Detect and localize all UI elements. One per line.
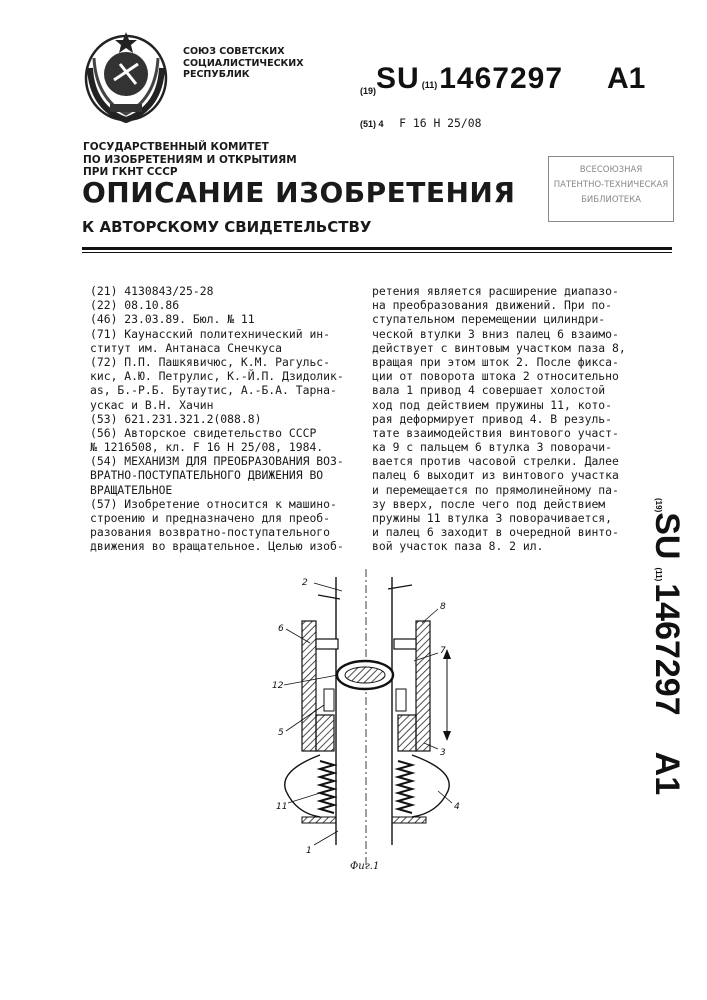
ipc-classification [360,112,481,131]
header-rule-thin [82,252,672,253]
side-patent-number: 1467297 [648,583,686,716]
mechanism-figure [262,565,482,875]
lock-element-12 [337,661,393,689]
side-pub-prefix: (19) [654,498,663,513]
biblio-line: ВРАТНО-ПОСТУПАТЕЛЬНОГО ДВИЖЕНИЯ ВО [90,468,324,483]
base-plate [302,817,426,823]
biblio-line: (72) П.П. Пашкявичюс, К.М. Рагульс- [90,354,331,369]
label-11: 11 [276,802,288,812]
biblio-line: as, Б.-Р.Б. Бутаутис, А.-Б.А. Тарна- [90,383,337,398]
label-8: 8 [440,602,446,612]
biblio-line: (54) МЕХАНИЗМ ДЛЯ ПРЕОБРАЗОВАНИЯ ВОЗ- [90,454,344,469]
label-3: 3 [440,748,446,758]
abstract-line: рая деформирует привод 4. В резуль- [372,411,613,426]
label-5: 5 [278,728,284,738]
biblio-line: ускас и В.Н. Хачин [90,397,214,412]
abstract-line: на преобразования движений. При по- [372,298,613,313]
label-2: 2 [302,578,308,588]
abstract-line: вращая при этом шток 2. После фикса- [372,354,619,369]
abstract-line: и палец 6 заходит в очередной винто- [372,525,619,540]
abstract-line: пружины 11 втулка 3 поворачивается, [372,511,613,525]
abstract-line: ческой втулки 3 вниз палец 6 взаимо- [372,326,619,341]
biblio-line: (71) Каунасский политехнический ин- [90,326,331,341]
abstract-continuation [372,284,640,554]
country-line: СОЮЗ СОВЕТСКИХ [183,46,285,57]
side-num-prefix: (11) [654,567,663,582]
abstract-line: действует с винтовым участком паза 8, [372,340,626,355]
abstract-line: зу вверх, после чего под действием [372,496,606,511]
biblio-line: (46) 23.03.89. Бюл. № 11 [90,312,255,327]
committee-line: ПРИ ГКНТ СССР [83,166,178,178]
abstract-line: ка 9 с пальцем 6 втулка 3 поворачи- [372,440,613,455]
label-1: 1 [306,846,312,856]
abstract-line: ход под действием пружины 11, кото- [372,397,613,412]
abstract-line: и перемещается по прямолинейному па- [372,482,619,497]
abstract-line: палец 6 выходит из винтового участка [372,468,619,483]
abstract-line: вала 1 привод 4 совершает холостой [372,383,606,398]
label-12: 12 [272,681,284,691]
document-title: ОПИСАНИЕ ИЗОБРЕТЕНИЯ [82,176,516,209]
abstract-line: ретения является расширение диапазо- [372,284,619,298]
side-kind-code: A1 [648,751,686,796]
biblio-line: (21) 4130843/25-28 [90,284,214,298]
pub-prefix: (19) [360,86,377,96]
label-6: 6 [278,624,284,634]
country-line: РЕСПУБЛИК [183,69,250,80]
biblio-line: (57) Изобретение относится к машино- [90,496,337,511]
patent-number: 1467297 [439,62,564,95]
abstract-line: вается против часовой стрелки. Далее [372,454,619,469]
document-subtitle: К АВТОРСКОМУ СВИДЕТЕЛЬСТВУ [82,218,372,236]
label-7: 7 [440,646,446,656]
country-name [183,46,304,81]
num-prefix: (11) [421,80,438,90]
ussr-emblem [80,28,172,124]
biblio-line: (22) 08.10.86 [90,298,180,313]
biblio-line: (56) Авторское свидетельство СССР [90,425,317,440]
label-4: 4 [454,802,460,812]
bellows-drive-4 [285,755,450,817]
direction-arrow [443,649,451,741]
ipc-prefix: (51) 4 [360,119,384,129]
country-code: SU [376,62,420,95]
abstract-line: тате взаимодействия винтового участ- [372,425,619,440]
figure-caption: Фиг.1 [350,861,380,872]
committee-line: ГОСУДАРСТВЕННЫЙ КОМИТЕТ [83,141,269,153]
abstract-line: ции от поворота штока 2 относительно [372,369,619,384]
biblio-line: кис, А.Ю. Петрулис, К.-Й.П. Дзидолик- [90,369,344,384]
stamp-line: ВСЕСОЮЗНАЯ [579,165,643,175]
stamp-line: ПАТЕНТНО-ТЕХНИЧЕСКАЯ [553,180,669,190]
kind-code: A1 [607,62,646,95]
stamp-line: БИБЛИОТЕКА [581,195,641,205]
header-rule [82,247,672,250]
biblio-line: строению и предназначено для преоб- [90,511,331,525]
biblio-line: (53) 621.231.321.2(088.8) [90,411,262,426]
committee-name [83,141,297,179]
library-stamp [548,156,674,222]
ipc-code: F 16 H 25/08 [399,116,482,130]
biblio-line: № 1216508, кл. F 16 H 25/08, 1984. [90,440,324,455]
abstract-line: ступательном перемещении цилиндри- [372,312,606,327]
biblio-line: движения во вращательное. Целью изоб- [90,539,344,554]
biblio-line: разования возвратно-поступательного [90,525,331,540]
committee-line: ПО ИЗОБРЕТЕНИЯМ И ОТКРЫТИЯМ [83,153,297,166]
publication-id [360,62,645,96]
country-line: СОЦИАЛИСТИЧЕСКИХ [183,57,304,69]
side-publication-id [642,498,686,878]
side-country-code: SU [648,512,686,560]
biblio-line: ститут им. Антанаса Снечкуса [90,340,283,355]
abstract-line: вой участок паза 8. 2 ил. [372,539,544,554]
biblio-line: ВРАЩАТЕЛЬНОЕ [90,482,173,497]
bibliographic-data [90,284,358,554]
